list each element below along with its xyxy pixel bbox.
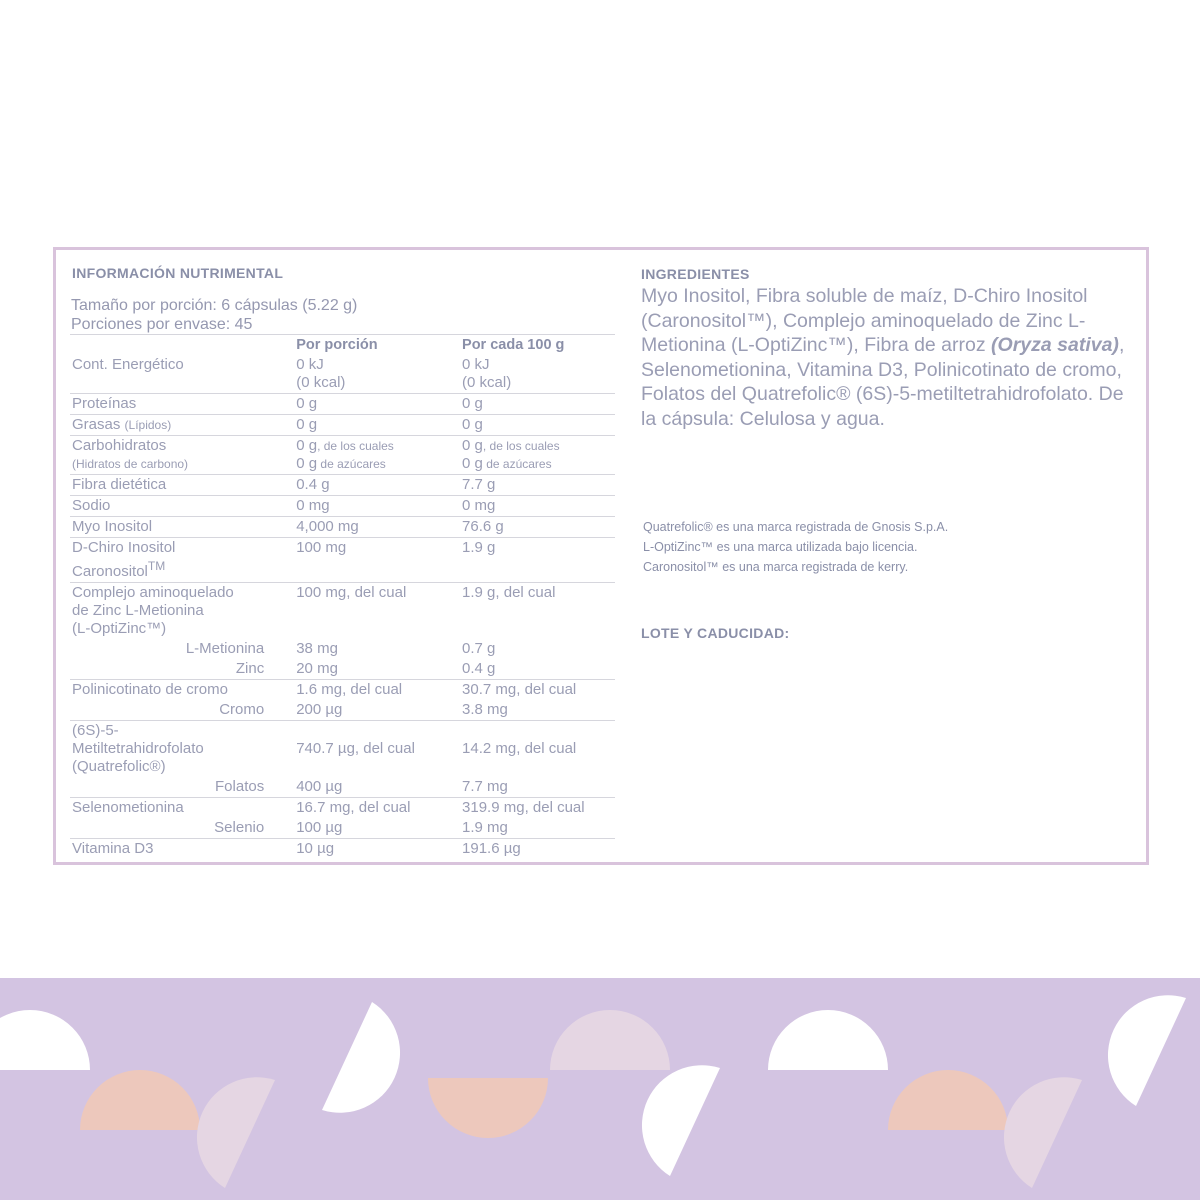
value: 1.9 g, del cual [460,583,615,640]
row-label: Myo Inositol [70,517,294,538]
row-note: (Lípidos) [124,418,172,432]
value: 0.4 g [462,660,496,677]
value: 0 mg [460,496,615,517]
row-label: Fibra dietética [70,475,294,496]
row-label-text: de Zinc L-Metionina [72,602,204,619]
value: 0 g [296,455,318,472]
row-label [70,415,294,436]
value: 0 mg [294,496,460,517]
row-label-text: Carbohidratos [72,437,167,454]
serving-size: Tamaño por porción: 6 cápsulas (5.22 g) [71,297,358,314]
value-note: , de los cuales [317,439,394,453]
table-row [70,538,615,583]
row-sublabel: Zinc [235,660,265,677]
col-per-100g: Por cada 100 g [460,335,615,356]
table-row [70,496,615,517]
value: 0 g [294,415,460,436]
table-row [70,777,615,798]
value: 7.7 g [460,475,615,496]
value: 38 mg [296,640,338,657]
table-row [70,798,615,819]
row-label-text: Complejo aminoquelado [72,584,234,601]
value: 0 g [462,437,483,454]
value: 0 kJ [296,356,324,373]
row-label-text: D-Chiro Inositol [72,539,176,556]
table-row [70,517,615,538]
value-note: de azúcares [317,457,386,471]
row-sublabel: L-Metionina [185,640,265,657]
table-row [70,839,615,860]
value: 30.7 mg, del cual [460,680,615,701]
value: 7.7 mg [462,778,508,795]
value: 740.7 µg, del cual [294,721,460,778]
value: 14.2 mg, del cual [460,721,615,778]
table-row [70,721,615,778]
row-label-text: Metiltetrahidrofolato [72,740,204,757]
ingredients-text [641,284,1141,431]
decorative-pattern-band [0,978,1200,1200]
value: 0.4 g [294,475,460,496]
row-label: Cont. Energético [72,356,184,373]
table-header-row [70,335,615,356]
row-sublabel: Selenio [214,819,265,836]
table-row [70,475,615,496]
value: 0 g [296,437,318,454]
value: 319.9 mg, del cual [460,798,615,819]
value: 100 mg, del cual [294,583,460,640]
nutrition-table [70,334,615,859]
row-label-text: (L-OptiZinc™) [72,620,167,637]
row-label: Vitamina D3 [70,839,294,860]
table-row [70,639,615,659]
value: 100 µg [296,819,343,836]
value: 76.6 g [460,517,615,538]
servings-per-container: Porciones por envase: 45 [71,316,253,333]
value: 200 µg [296,701,343,718]
value: 16.7 mg, del cual [294,798,460,819]
value: 0 g [460,415,615,436]
value: 3.8 mg [462,701,508,718]
row-label-text: Grasas [72,416,121,433]
row-label [70,538,294,583]
value: 191.6 µg [460,839,615,860]
row-label-text: (6S)-5- [72,722,119,739]
nutrition-label-panel [53,247,1149,865]
trademark-notes [643,517,948,577]
row-note: (Hidratos de carbono) [72,457,189,471]
row-label-text: (Quatrefolic®) [72,758,166,775]
ingredients-text-italic: (Oryza sativa) [991,334,1119,356]
value: 0 g [294,394,460,415]
row-label: Proteínas [70,394,294,415]
value: 10 µg [294,839,460,860]
row-label: Polinicotinato de cromo [70,680,294,701]
value: 0.7 g [462,640,496,657]
value: 20 mg [296,660,338,677]
row-label [70,721,294,778]
trademark-line: Caronositol™ es una marca registrada de kerry. [643,560,909,574]
table-row [70,818,615,839]
ingredients-text-part: , Selenometionina, Vitamina D3, Polinicotinato de cromo, Folatos del Quatrefolic® (6S)-5-metiltetrahidrofolato. De la cápsula: Celulosa y agua. [641,334,1125,430]
table-row [70,436,615,475]
table-row [70,394,615,415]
row-sublabel: Cromo [219,701,265,718]
value: 0 kJ [462,356,490,373]
value-note: de azúcares [482,457,552,471]
table-row [70,355,615,394]
value: 0 g [462,455,483,472]
serving-info [71,296,357,334]
lote-caducidad-label: LOTE Y CADUCIDAD: [641,625,790,641]
row-label [70,583,294,640]
ingredients-title: INGREDIENTES [641,266,750,282]
value: 4,000 mg [294,517,460,538]
table-row [70,415,615,436]
table-row [70,659,615,680]
value: 1.6 mg, del cual [294,680,460,701]
trademark-line: Quatrefolic® es una marca registrada de Gnosis S.p.A. [643,520,949,534]
nutrition-title: INFORMACIÓN NUTRIMENTAL [72,265,284,281]
row-label-text: Caronositol [72,563,148,580]
ingredients-text-part: Myo Inositol, Fibra soluble de maíz, D-Chiro Inositol (Caronositol™), Complejo aminoquelado de Zinc L-Metionina (L-OptiZinc™), Fibra de arroz [641,285,1088,356]
value: 100 mg [294,538,460,583]
value: 1.9 g [460,538,615,583]
table-row [70,700,615,721]
value-note: , de los cuales [482,439,560,453]
value: (0 kcal) [296,374,346,391]
value: (0 kcal) [462,374,512,391]
table-row [70,680,615,701]
col-per-serving: Por porción [294,335,460,356]
row-sublabel: Folatos [215,778,265,795]
row-label [70,436,294,475]
value: 1.9 mg [462,819,508,836]
value: 400 µg [296,778,343,795]
value: 0 g [460,394,615,415]
row-label: Sodio [70,496,294,517]
row-label: Selenometionina [70,798,294,819]
trademark-line: L-OptiZinc™ es una marca utilizada bajo licencia. [643,540,918,554]
trademark-mark: TM [147,559,166,573]
table-row [70,583,615,640]
